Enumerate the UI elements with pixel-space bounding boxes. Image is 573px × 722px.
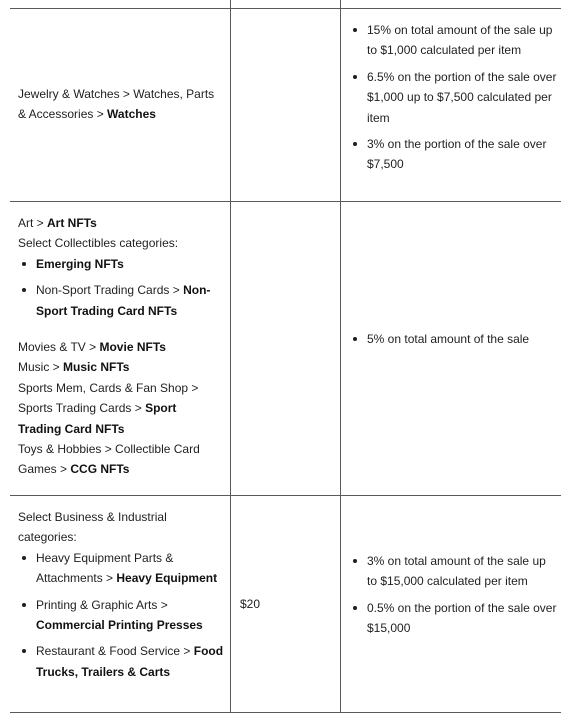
fee-list [349, 329, 557, 349]
toys-line [18, 439, 223, 480]
fee-item: 0.5% on the portion of the sale over $15,000 [349, 598, 559, 639]
collectibles-list [18, 254, 223, 321]
collectibles-item [18, 254, 223, 274]
fee-item: 5% on total amount of the sale [349, 329, 557, 349]
row-divider-2 [10, 201, 561, 202]
fee-item: 3% on the portion of the sale over $7,500 [349, 134, 557, 175]
fee-item: 3% on total amount of the sale up to $15,000 calculated per item [349, 551, 559, 592]
movies-prefix: Movies & TV > [18, 340, 100, 355]
row1-category-cell [18, 84, 223, 125]
business-intro: Select Business & Industrial categories: [18, 510, 167, 545]
music-line [18, 357, 223, 377]
sports-prefix: Sports Mem, Cards & Fan Shop > Sports Trading Cards > [18, 380, 199, 416]
music-bold: Music NFTs [63, 360, 130, 375]
fee-item: 15% on total amount of the sale up to $1,000 calculated per item [349, 20, 557, 61]
column-divider-1 [230, 0, 231, 712]
row-divider-1 [10, 8, 561, 9]
sports-bold: Sport Trading Card NFTs [18, 401, 177, 436]
business-item [18, 595, 226, 636]
business-item [18, 548, 226, 589]
row1-fee-cell [349, 20, 557, 175]
row2-category-cell [18, 213, 223, 480]
row-divider-4 [10, 712, 561, 713]
sports-line [18, 378, 223, 439]
category-bold: Watches [107, 107, 156, 122]
threshold-value: $20 [240, 597, 261, 611]
fee-list [349, 551, 559, 639]
art-line [18, 213, 223, 233]
row-divider-3 [10, 495, 561, 496]
music-prefix: Music > [18, 360, 64, 375]
toys-bold: CCG NFTs [70, 462, 130, 477]
movies-line [18, 337, 223, 357]
item-bold: Heavy Equipment [116, 571, 218, 586]
column-divider-2 [340, 0, 341, 712]
art-bold: Art NFTs [47, 216, 97, 230]
row3-fee-cell [349, 551, 559, 639]
toys-prefix: Toys & Hobbies > Collectible Card Games > [18, 442, 200, 477]
item-bold: Emerging NFTs [36, 256, 124, 271]
item-bold: Commercial Printing Presses [36, 618, 203, 633]
item-prefix: Heavy Equipment Parts & Attachments > [36, 550, 174, 586]
collectibles-intro: Select Collectibles categories: [18, 236, 179, 251]
fee-item: 6.5% on the portion of the sale over $1,000 up to $7,500 calculated per item [349, 67, 557, 128]
business-item [18, 641, 226, 682]
row2-fee-cell [349, 329, 557, 349]
category-path: Jewelry & Watches > Watches, Parts & Accessories > [18, 87, 215, 122]
row3-category-cell [18, 507, 226, 682]
row3-threshold-cell [240, 594, 330, 614]
item-prefix: Non-Sport Trading Cards > [36, 283, 184, 298]
item-bold: Food Trucks, Trailers & Carts [36, 644, 224, 679]
item-bold: Non-Sport Trading Card NFTs [36, 283, 211, 318]
item-prefix: Printing & Graphic Arts > [36, 597, 168, 612]
item-prefix: Restaurant & Food Service > [36, 644, 194, 659]
business-list [18, 548, 226, 682]
movies-bold: Movie NFTs [99, 340, 166, 355]
art-prefix: Art > [18, 216, 48, 230]
collectibles-item [18, 280, 223, 321]
fee-list [349, 20, 557, 175]
